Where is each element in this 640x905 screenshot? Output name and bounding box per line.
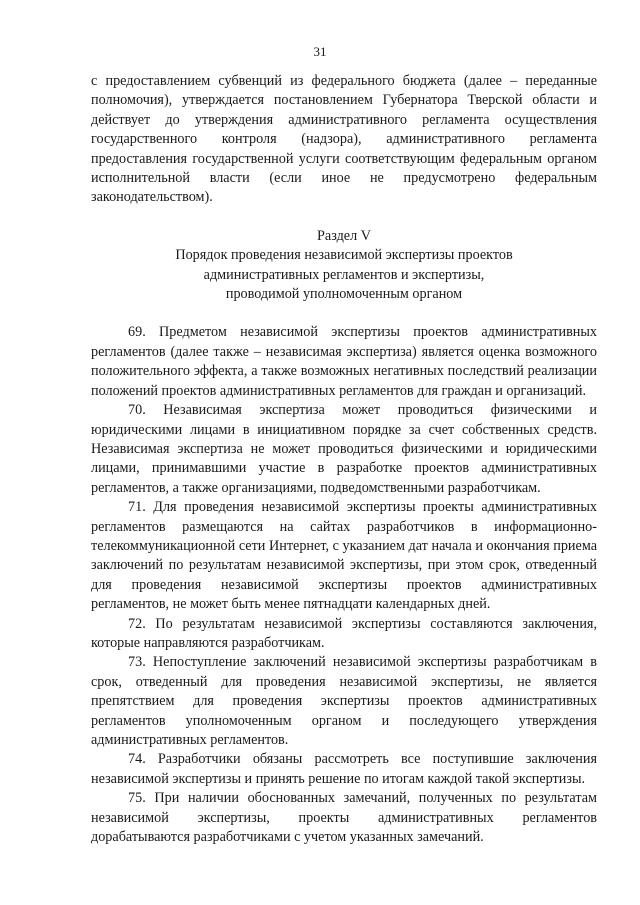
section-title-line: Порядок проведения независимой экспертизы проектов: [175, 247, 513, 264]
intro-paragraph: с предоставлением субвенций из федерального бюджета (далее – переданные полномочия), утверждается постановлением Губернатора Тверской области и действует до утверждения административного регламента осуществления государственного контроля (надзора), административного регламента предоставления государственной услуги соответствующим федеральным органом исполнительной власти (если иное не предусмотрено федеральным законодательством).: [91, 73, 597, 206]
section-title-line: проводимой уполномоченным органом: [225, 286, 463, 303]
document-body: [91, 72, 597, 847]
section-title: [91, 246, 597, 304]
paragraph-72: 72. По результатам независимой экспертизы составляются заключения, которые направляются разработчикам.: [91, 615, 597, 651]
paragraph-69: 69. Предметом независимой экспертизы проектов административных регламентов (далее также – независимая экспертиза) является оценка возможного положительного эффекта, а также возможных негативных последствий реализации положений проектов административных регламентов для граждан и организаций.: [91, 324, 597, 399]
page-number: 31: [313, 44, 327, 59]
paragraph-74: 74. Разработчики обязаны рассмотреть все поступившие заключения независимой экспертизы и принять решение по итогам каждой такой экспертизы.: [91, 751, 597, 787]
paragraph-70: 70. Независимая экспертиза может проводиться физическими и юридическими лицами в инициативном порядке за счет собственных средств. Независимая экспертиза не может проводиться физическими и юридическими лицами, принимавшими участие в разработке проектов административных регламентов, а также организациями, подведомственными разработчикам.: [91, 402, 597, 496]
paragraph-75: 75. При наличии обоснованных замечаний, полученных по результатам независимой экспертизы, проекты административных регламентов дорабатываются разработчиками с учетом указанных замечаний.: [91, 790, 597, 846]
paragraph-73: 73. Непоступление заключений независимой экспертизы разработчикам в срок, отведенный для проведения независимой экспертизы, не является препятствием для проведения экспертизы проектов административных регламентов уполномоченным органом и последующего утверждения административных регламентов.: [91, 654, 597, 748]
paragraph-71: 71. Для проведения независимой экспертизы проекты административных регламентов размещаются на сайтах разработчиков в информационно-телекоммуникационной сети Интернет, с указанием дат начала и окончания приема заключений по результатам независимой экспертизы, при этом срок, отведенный для проведения независимой экспертизы проектов административных регламентов, не может быть менее пятнадцати календарных дней.: [91, 499, 597, 613]
section-heading: Раздел V: [317, 227, 371, 244]
section-title-line: административных регламентов и экспертизы,: [203, 266, 485, 283]
